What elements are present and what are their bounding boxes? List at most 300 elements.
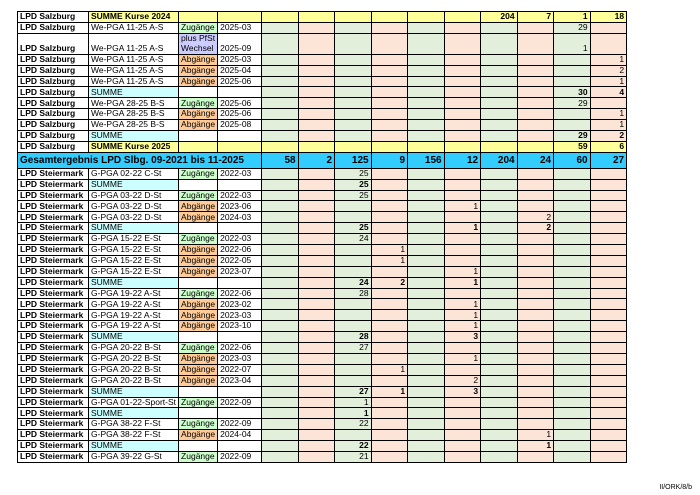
value-cell bbox=[335, 33, 372, 54]
value-cell bbox=[262, 120, 299, 131]
value-cell bbox=[335, 87, 372, 98]
value-cell bbox=[298, 33, 335, 54]
value-cell bbox=[481, 76, 518, 87]
value-cell bbox=[590, 419, 627, 430]
type-cell: Abgänge bbox=[179, 212, 218, 223]
value-cell bbox=[517, 87, 554, 98]
course-cell: G-PGA 19-22 A-St bbox=[89, 299, 179, 310]
value-cell: 29 bbox=[554, 22, 591, 33]
table-row bbox=[18, 343, 627, 354]
value-cell bbox=[554, 343, 591, 354]
value-cell bbox=[481, 190, 518, 201]
value-cell bbox=[481, 288, 518, 299]
table-row bbox=[18, 12, 627, 23]
month-cell bbox=[218, 12, 262, 23]
month-cell bbox=[218, 386, 262, 397]
type-cell: Abgänge bbox=[179, 109, 218, 120]
value-cell: 1 bbox=[554, 33, 591, 54]
value-cell bbox=[554, 168, 591, 179]
value-cell bbox=[298, 277, 335, 288]
month-cell: 2023-03 bbox=[218, 353, 262, 364]
office-cell: LPD Steiermark bbox=[18, 179, 89, 190]
table-row bbox=[18, 168, 627, 179]
value-cell bbox=[481, 54, 518, 65]
value-cell bbox=[371, 98, 408, 109]
office-cell: LPD Salzburg bbox=[18, 65, 89, 76]
value-cell bbox=[371, 141, 408, 152]
value-cell bbox=[590, 33, 627, 54]
value-cell bbox=[481, 419, 518, 430]
value-cell: 1 bbox=[371, 245, 408, 256]
value-cell bbox=[262, 353, 299, 364]
value-cell bbox=[554, 201, 591, 212]
office-cell: LPD Steiermark bbox=[18, 397, 89, 408]
course-cell: G-PGA 19-22 A-St bbox=[89, 310, 179, 321]
value-cell bbox=[481, 397, 518, 408]
value-cell bbox=[298, 353, 335, 364]
month-cell: 2022-09 bbox=[218, 397, 262, 408]
value-cell bbox=[554, 299, 591, 310]
value-cell: 1 bbox=[371, 364, 408, 375]
value-cell bbox=[408, 375, 445, 386]
type-cell: Abgänge bbox=[179, 54, 218, 65]
value-cell bbox=[371, 109, 408, 120]
type-cell: Abgänge bbox=[179, 310, 218, 321]
office-cell: LPD Steiermark bbox=[18, 353, 89, 364]
office-cell: LPD Steiermark bbox=[18, 332, 89, 343]
value-cell bbox=[335, 364, 372, 375]
value-cell bbox=[298, 109, 335, 120]
value-cell bbox=[298, 12, 335, 23]
type-cell: plus PfSt Wechsel bbox=[179, 33, 218, 54]
value-cell bbox=[444, 87, 481, 98]
value-cell bbox=[262, 321, 299, 332]
value-cell bbox=[517, 266, 554, 277]
value-cell: 28 bbox=[335, 288, 372, 299]
value-cell bbox=[335, 109, 372, 120]
month-cell bbox=[218, 441, 262, 452]
value-cell bbox=[554, 266, 591, 277]
office-cell: LPD Salzburg bbox=[18, 12, 89, 23]
month-cell bbox=[218, 141, 262, 152]
month-cell: 2022-06 bbox=[218, 245, 262, 256]
value-cell bbox=[335, 310, 372, 321]
value-cell bbox=[517, 109, 554, 120]
value-cell bbox=[298, 343, 335, 354]
value-cell bbox=[554, 397, 591, 408]
table-row bbox=[18, 190, 627, 201]
type-cell: Zugänge bbox=[179, 288, 218, 299]
value-cell bbox=[554, 65, 591, 76]
value-cell: 1 bbox=[590, 120, 627, 131]
table-row bbox=[18, 120, 627, 131]
value-cell bbox=[444, 22, 481, 33]
value-cell: 2 bbox=[517, 223, 554, 234]
office-cell: LPD Steiermark bbox=[18, 451, 89, 462]
table-row bbox=[18, 179, 627, 190]
value-cell bbox=[554, 109, 591, 120]
value-cell bbox=[408, 277, 445, 288]
value-cell bbox=[371, 65, 408, 76]
value-cell: 1 bbox=[371, 255, 408, 266]
value-cell bbox=[444, 343, 481, 354]
type-cell: Abgänge bbox=[179, 65, 218, 76]
value-cell bbox=[408, 33, 445, 54]
value-cell: 18 bbox=[590, 12, 627, 23]
office-cell: LPD Steiermark bbox=[18, 408, 89, 419]
value-cell: 30 bbox=[554, 87, 591, 98]
office-cell: LPD Salzburg bbox=[18, 98, 89, 109]
gesamt-cell: 204 bbox=[481, 152, 518, 168]
value-cell bbox=[262, 364, 299, 375]
value-cell bbox=[590, 168, 627, 179]
value-cell bbox=[554, 245, 591, 256]
course-cell: G-PGA 19-22 A-St bbox=[89, 321, 179, 332]
value-cell: 1 bbox=[444, 277, 481, 288]
office-cell: LPD Steiermark bbox=[18, 441, 89, 452]
month-cell bbox=[218, 332, 262, 343]
gesamt-cell: 60 bbox=[554, 152, 591, 168]
value-cell bbox=[481, 141, 518, 152]
value-cell bbox=[554, 212, 591, 223]
value-cell bbox=[408, 266, 445, 277]
gesamt-cell: 2 bbox=[298, 152, 335, 168]
gesamt-cell: 156 bbox=[408, 152, 445, 168]
value-cell bbox=[444, 54, 481, 65]
value-cell bbox=[298, 419, 335, 430]
value-cell bbox=[590, 179, 627, 190]
value-cell bbox=[590, 332, 627, 343]
value-cell bbox=[408, 386, 445, 397]
value-cell bbox=[408, 87, 445, 98]
value-cell bbox=[590, 397, 627, 408]
value-cell bbox=[298, 375, 335, 386]
value-cell bbox=[554, 223, 591, 234]
value-cell bbox=[298, 98, 335, 109]
type-cell: Zugänge bbox=[179, 397, 218, 408]
type-cell: Abgänge bbox=[179, 245, 218, 256]
value-cell bbox=[371, 408, 408, 419]
value-cell bbox=[481, 321, 518, 332]
course-cell: G-PGA 15-22 E-St bbox=[89, 266, 179, 277]
value-cell bbox=[590, 375, 627, 386]
value-cell: 6 bbox=[590, 141, 627, 152]
table-row bbox=[18, 332, 627, 343]
value-cell: 2 bbox=[444, 375, 481, 386]
value-cell: 3 bbox=[444, 386, 481, 397]
value-cell bbox=[481, 65, 518, 76]
value-cell bbox=[298, 451, 335, 462]
value-cell bbox=[517, 408, 554, 419]
month-cell: 2023-04 bbox=[218, 375, 262, 386]
value-cell bbox=[481, 343, 518, 354]
value-cell bbox=[517, 168, 554, 179]
value-cell bbox=[371, 288, 408, 299]
value-cell bbox=[335, 22, 372, 33]
value-cell bbox=[444, 234, 481, 245]
month-cell: 2022-09 bbox=[218, 451, 262, 462]
type-cell bbox=[179, 141, 218, 152]
value-cell bbox=[590, 245, 627, 256]
course-cell: G-PGA 03-22 D-St bbox=[89, 190, 179, 201]
value-cell bbox=[262, 168, 299, 179]
value-cell bbox=[408, 168, 445, 179]
value-cell bbox=[554, 430, 591, 441]
value-cell bbox=[408, 353, 445, 364]
value-cell bbox=[371, 353, 408, 364]
course-cell: SUMME bbox=[89, 87, 179, 98]
value-cell bbox=[590, 201, 627, 212]
table-row bbox=[18, 255, 627, 266]
table-row bbox=[18, 266, 627, 277]
table-row bbox=[18, 141, 627, 152]
month-cell bbox=[218, 277, 262, 288]
value-cell: 1 bbox=[517, 441, 554, 452]
value-cell bbox=[298, 288, 335, 299]
value-cell bbox=[554, 234, 591, 245]
value-cell bbox=[298, 255, 335, 266]
value-cell bbox=[408, 397, 445, 408]
value-cell bbox=[408, 234, 445, 245]
value-cell bbox=[408, 332, 445, 343]
value-cell bbox=[262, 22, 299, 33]
value-cell bbox=[371, 234, 408, 245]
value-cell bbox=[408, 408, 445, 419]
value-cell bbox=[408, 141, 445, 152]
table-row bbox=[18, 33, 627, 54]
value-cell bbox=[444, 33, 481, 54]
value-cell bbox=[371, 22, 408, 33]
course-cell: G-PGA 20-22 B-St bbox=[89, 364, 179, 375]
value-cell: 25 bbox=[335, 168, 372, 179]
value-cell bbox=[517, 299, 554, 310]
value-cell bbox=[517, 201, 554, 212]
value-cell bbox=[444, 65, 481, 76]
value-cell bbox=[590, 353, 627, 364]
value-cell bbox=[408, 22, 445, 33]
table-row bbox=[18, 234, 627, 245]
value-cell bbox=[554, 408, 591, 419]
month-cell: 2025-08 bbox=[218, 120, 262, 131]
value-cell bbox=[262, 131, 299, 142]
gesamt-cell: 9 bbox=[371, 152, 408, 168]
value-cell: 1 bbox=[444, 223, 481, 234]
type-cell: Abgänge bbox=[179, 299, 218, 310]
value-cell bbox=[262, 310, 299, 321]
course-cell: We-PGA 28-25 B-S bbox=[89, 120, 179, 131]
value-cell bbox=[298, 131, 335, 142]
value-cell bbox=[444, 245, 481, 256]
value-cell bbox=[517, 375, 554, 386]
value-cell bbox=[262, 288, 299, 299]
course-cell: SUMME bbox=[89, 179, 179, 190]
office-cell: LPD Steiermark bbox=[18, 310, 89, 321]
month-cell: 2025-06 bbox=[218, 98, 262, 109]
value-cell bbox=[371, 76, 408, 87]
value-cell bbox=[298, 310, 335, 321]
value-cell bbox=[262, 375, 299, 386]
value-cell bbox=[590, 310, 627, 321]
value-cell bbox=[481, 364, 518, 375]
table-row bbox=[18, 430, 627, 441]
office-cell: LPD Salzburg bbox=[18, 87, 89, 98]
table-row bbox=[18, 419, 627, 430]
value-cell bbox=[590, 430, 627, 441]
course-summary-table bbox=[17, 11, 627, 463]
value-cell bbox=[590, 255, 627, 266]
value-cell bbox=[444, 408, 481, 419]
course-cell: G-PGA 03-22 D-St bbox=[89, 201, 179, 212]
value-cell bbox=[298, 234, 335, 245]
value-cell bbox=[517, 451, 554, 462]
table-row bbox=[18, 310, 627, 321]
value-cell bbox=[371, 179, 408, 190]
value-cell bbox=[554, 332, 591, 343]
value-cell bbox=[444, 255, 481, 266]
value-cell bbox=[298, 321, 335, 332]
month-cell: 2023-10 bbox=[218, 321, 262, 332]
value-cell: 27 bbox=[335, 343, 372, 354]
value-cell bbox=[298, 408, 335, 419]
value-cell bbox=[262, 266, 299, 277]
course-cell: G-PGA 15-22 E-St bbox=[89, 255, 179, 266]
office-cell: LPD Steiermark bbox=[18, 288, 89, 299]
value-cell bbox=[408, 223, 445, 234]
office-cell: LPD Steiermark bbox=[18, 430, 89, 441]
course-cell: We-PGA 11-25 A-S bbox=[89, 54, 179, 65]
gesamt-cell: 12 bbox=[444, 152, 481, 168]
value-cell bbox=[517, 255, 554, 266]
value-cell bbox=[335, 266, 372, 277]
course-cell: G-PGA 15-22 E-St bbox=[89, 234, 179, 245]
value-cell: 25 bbox=[335, 190, 372, 201]
value-cell bbox=[371, 120, 408, 131]
value-cell bbox=[371, 131, 408, 142]
value-cell bbox=[444, 419, 481, 430]
office-cell: LPD Steiermark bbox=[18, 245, 89, 256]
month-cell: 2025-06 bbox=[218, 76, 262, 87]
value-cell bbox=[371, 190, 408, 201]
gesamt-cell: 24 bbox=[517, 152, 554, 168]
value-cell bbox=[517, 353, 554, 364]
value-cell bbox=[517, 288, 554, 299]
value-cell: 1 bbox=[444, 353, 481, 364]
type-cell: Zugänge bbox=[179, 168, 218, 179]
value-cell bbox=[408, 364, 445, 375]
table-row bbox=[18, 201, 627, 212]
value-cell bbox=[554, 353, 591, 364]
value-cell bbox=[554, 386, 591, 397]
type-cell: Zugänge bbox=[179, 451, 218, 462]
value-cell bbox=[590, 223, 627, 234]
value-cell bbox=[554, 419, 591, 430]
month-cell: 2025-09 bbox=[218, 33, 262, 54]
value-cell bbox=[262, 98, 299, 109]
value-cell bbox=[262, 430, 299, 441]
table-row bbox=[18, 321, 627, 332]
value-cell bbox=[444, 397, 481, 408]
value-cell bbox=[262, 397, 299, 408]
value-cell bbox=[262, 54, 299, 65]
value-cell bbox=[554, 441, 591, 452]
table-row bbox=[18, 299, 627, 310]
value-cell bbox=[298, 245, 335, 256]
value-cell bbox=[481, 33, 518, 54]
type-cell: Zugänge bbox=[179, 419, 218, 430]
value-cell bbox=[444, 430, 481, 441]
course-cell: We-PGA 11-25 A-S bbox=[89, 65, 179, 76]
value-cell bbox=[408, 451, 445, 462]
value-cell bbox=[298, 430, 335, 441]
type-cell: Zugänge bbox=[179, 343, 218, 354]
value-cell bbox=[481, 120, 518, 131]
value-cell bbox=[481, 310, 518, 321]
office-cell: LPD Salzburg bbox=[18, 131, 89, 142]
course-cell: We-PGA 11-25 A-S bbox=[89, 33, 179, 54]
value-cell: 2 bbox=[590, 65, 627, 76]
value-cell bbox=[371, 343, 408, 354]
value-cell bbox=[335, 76, 372, 87]
value-cell bbox=[590, 364, 627, 375]
value-cell bbox=[408, 212, 445, 223]
value-cell bbox=[481, 266, 518, 277]
course-cell: G-PGA 20-22 B-St bbox=[89, 343, 179, 354]
course-cell: G-PGA 39-22 G-St bbox=[89, 451, 179, 462]
value-cell bbox=[298, 441, 335, 452]
value-cell bbox=[408, 190, 445, 201]
value-cell bbox=[371, 310, 408, 321]
value-cell bbox=[554, 451, 591, 462]
value-cell bbox=[481, 223, 518, 234]
value-cell bbox=[408, 419, 445, 430]
value-cell: 24 bbox=[335, 277, 372, 288]
course-cell: G-PGA 38-22 F-St bbox=[89, 419, 179, 430]
value-cell bbox=[590, 22, 627, 33]
value-cell: 1 bbox=[444, 299, 481, 310]
value-cell bbox=[371, 375, 408, 386]
value-cell bbox=[262, 234, 299, 245]
value-cell bbox=[335, 54, 372, 65]
value-cell bbox=[371, 212, 408, 223]
value-cell bbox=[298, 22, 335, 33]
value-cell bbox=[408, 76, 445, 87]
value-cell bbox=[298, 87, 335, 98]
value-cell bbox=[517, 386, 554, 397]
month-cell: 2025-06 bbox=[218, 109, 262, 120]
value-cell bbox=[481, 22, 518, 33]
value-cell bbox=[298, 223, 335, 234]
value-cell bbox=[262, 408, 299, 419]
value-cell bbox=[481, 168, 518, 179]
type-cell bbox=[179, 441, 218, 452]
type-cell: Zugänge bbox=[179, 22, 218, 33]
value-cell bbox=[262, 419, 299, 430]
value-cell bbox=[298, 397, 335, 408]
value-cell bbox=[517, 419, 554, 430]
value-cell bbox=[554, 190, 591, 201]
value-cell bbox=[371, 54, 408, 65]
value-cell bbox=[408, 98, 445, 109]
gesamt-label: Gesamtergebnis LPD Slbg. 09-2021 bis 11-2025 bbox=[18, 152, 262, 168]
value-cell bbox=[298, 76, 335, 87]
value-cell bbox=[408, 430, 445, 441]
value-cell bbox=[371, 397, 408, 408]
value-cell bbox=[517, 245, 554, 256]
value-cell bbox=[262, 245, 299, 256]
value-cell bbox=[444, 120, 481, 131]
type-cell: Zugänge bbox=[179, 190, 218, 201]
value-cell bbox=[481, 212, 518, 223]
